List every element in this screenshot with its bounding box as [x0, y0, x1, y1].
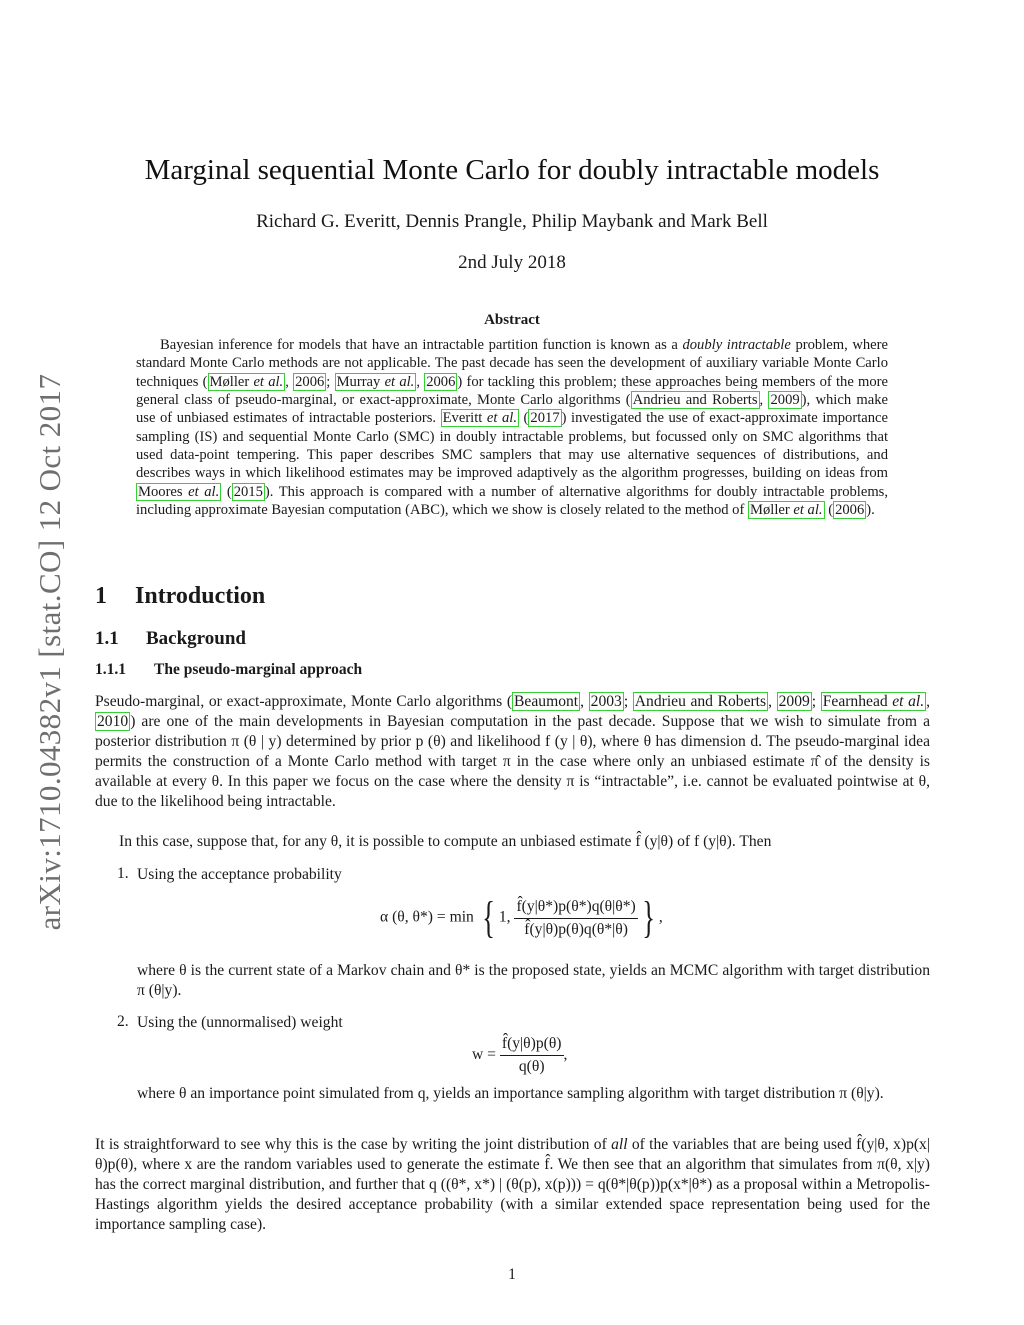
- abstract-text: ). This approach is compared with a number of alternative algorithms for doubly intractable problems, including approximate Bayesian computation (ABC), which we show is closely related to the method of: [136, 483, 888, 519]
- citation-year-link[interactable]: 2015: [233, 483, 263, 500]
- citation-link[interactable]: Møller et al.: [209, 373, 284, 390]
- list-item-explanation: where θ is the current state of a Markov chain and θ* is the proposed state, yields an MCMC algorithm with target distribution π (θ|y).: [137, 962, 930, 999]
- list-item-explanation: where θ an importance point simulated from q, yields an importance sampling algorithm with target distribution π (θ|y).: [137, 1085, 884, 1102]
- arxiv-sidebar-stamp: arXiv:1710.04382v1 [stat.CO] 12 Oct 2017: [32, 373, 67, 931]
- abstract-text: ), which make use of unbiased estimates of intractable posteriors.: [136, 392, 888, 427]
- abstract-text: problem, where standard Monte Carlo methods are not applicable. The past decade has seen the development of auxiliary variable Monte Carlo techniques (: [136, 337, 888, 390]
- subsubsection-heading-pseudo-marginal: 1.1.1 The pseudo-marginal approach: [95, 661, 363, 678]
- citation-year-link[interactable]: 2006: [426, 373, 456, 390]
- citation-link[interactable]: Everitt et al.: [442, 410, 517, 427]
- citation-link[interactable]: Murray et al.: [336, 373, 415, 390]
- citation-link[interactable]: Beaumont: [514, 693, 579, 710]
- citation-year-link[interactable]: 2003: [590, 693, 622, 710]
- citation-year-link[interactable]: 2006: [295, 373, 325, 390]
- abstract-text: ) for tackling this problem; these approaches being members of the more general class of pseudo-marginal, or exact-approximate, Monte Carlo algorithms (: [136, 373, 889, 409]
- abstract-body: Bayesian inference for models that have an intractable partition function is known as a doubly intractable problem, where standard Monte Carlo methods are not applicable. The past decade has seen the development of auxiliary variable Monte Carlo techniques ( Møller et al. , 2006 ; Murray et al. , 2006 ) for tackling this problem; these approaches being members of the more general class of pseudo-marginal, or exact-approximate, Monte Carlo algorithms ( Andrieu and Roberts , 2009 ), which make use of unbiased estimates of intractable posteriors. Everitt et al. ( 2017 ) investigated the use of exact-approximate importance sampling (IS) and sequential Monte Carlo (SMC) in doubly intractable problems, but focussed only on SMC algorithms that used data-point tempering. This paper describes SMC samplers that may use alternative sequences of distributions, and describes ways in which likelihood estimates may be improved adaptively as the algorithm progresses, building on ideas from Moores et al. ( 2015 ). This approach is compared with a number of alternative algorithms for doubly intractable problems, including approximate Bayesian computation (ABC), which we show is closely related to the method of Møller et al. ( 2006 ).: [136, 337, 889, 519]
- citation-link[interactable]: Andrieu and Roberts: [632, 392, 758, 409]
- abstract-emphasis: doubly intractable: [682, 337, 791, 353]
- equation-acceptance-probability: α (θ, θ*) = min { 1, $\frac{f̂(y|\theta*)p(\theta*)q(\theta|\theta*)}{f̂(y|\theta)p(\theta)q(\theta*|\theta)}$ } ,: [380, 893, 663, 942]
- section-heading-introduction: 1 Introduction: [95, 583, 266, 609]
- citation-year-link[interactable]: 2006: [835, 502, 865, 519]
- subsection-heading-background: 1.1 Background: [95, 628, 246, 649]
- paper-date: 2nd July 2018: [458, 252, 566, 273]
- paragraph-unbiased-estimate: In this case, suppose that, for any θ, it is possible to compute an unbiased estimate f̂ (y|θ) of f (y|θ). Then: [119, 833, 772, 850]
- citation-link[interactable]: Fearnhead et al.: [822, 693, 925, 710]
- equation-importance-weight: w = $\frac{f̂(y|\theta)p(\theta)}{q(\theta)}$ ,: [472, 1035, 568, 1075]
- abstract-text: ) investigated the use of exact-approximate importance sampling (IS) and sequential Monte Carlo (SMC) in doubly intractable problems, but focussed only on SMC algorithms that used data-point tempering. This paper describes SMC samplers that may use alternative sequences of distributions, and describes ways in which likelihood estimates may be improved adaptively as the algorithm progresses, building on ideas from: [136, 410, 888, 482]
- paragraph-intro: Pseudo-marginal, or exact-approximate, Monte Carlo algorithms ( Beaumont , 2003 ; Andrieu and Roberts , 2009 ; Fearnhead et al. , 2010 ) are one of the main developments in Bayesian computation in the past decade. Suppose that we wish to simulate from a posterior distribution π (θ | y) determined by prior p (θ) and likelihood f (y | θ), where θ has dimension d. The pseudo-marginal idea permits the construction of a Monte Carlo method with target π in the case where only an unbiased estimate π̂ of the density is available at every θ. In this paper we focus on the case where the density π is “intractable”, i.e. cannot be evaluated pointwise at θ, due to the likelihood being intractable.: [95, 693, 931, 810]
- paper-authors: Richard G. Everitt, Dennis Prangle, Philip Maybank and Mark Bell: [256, 211, 768, 232]
- list-item-lead: Using the acceptance probability: [137, 866, 342, 883]
- abstract-heading: Abstract: [484, 312, 540, 328]
- citation-link[interactable]: Møller et al.: [750, 502, 823, 519]
- citation-year-link[interactable]: 2009: [778, 693, 810, 710]
- citation-year-link[interactable]: 2009: [770, 392, 800, 409]
- citation-link[interactable]: Moores et al.: [138, 483, 220, 500]
- page-number: 1: [508, 1266, 516, 1283]
- list-item-lead: Using the (unnormalised) weight: [137, 1014, 343, 1031]
- citation-year-link[interactable]: 2010: [97, 713, 129, 730]
- list-item-number: 2.: [117, 1013, 129, 1030]
- citation-year-link[interactable]: 2017: [530, 410, 560, 427]
- citation-link[interactable]: Andrieu and Roberts: [634, 693, 767, 710]
- abstract-text: Bayesian inference for models that have an intractable partition function is known as a: [160, 337, 683, 353]
- paper-title: Marginal sequential Monte Carlo for doubly intractable models: [144, 154, 880, 186]
- paragraph-joint-distribution: It is straightforward to see why this is the case by writing the joint distribution of all of the variables that are being used f̂(y|θ, x)p(x|θ)p(θ), where x are the random variables used to generate the estimate f̂. We then see that an algorithm that simulates from π(θ, x|y) has the correct marginal distribution, and further that q ((θ*, x*) | (θ(p), x(p))) = q(θ*|θ(p))p(x*|θ*) as a proposal within a Metropolis-Hastings algorithm yields the desired acceptance probability (with a similar extended space representation being used for the importance sampling case).: [95, 1136, 930, 1233]
- list-item-number: 1.: [117, 865, 129, 882]
